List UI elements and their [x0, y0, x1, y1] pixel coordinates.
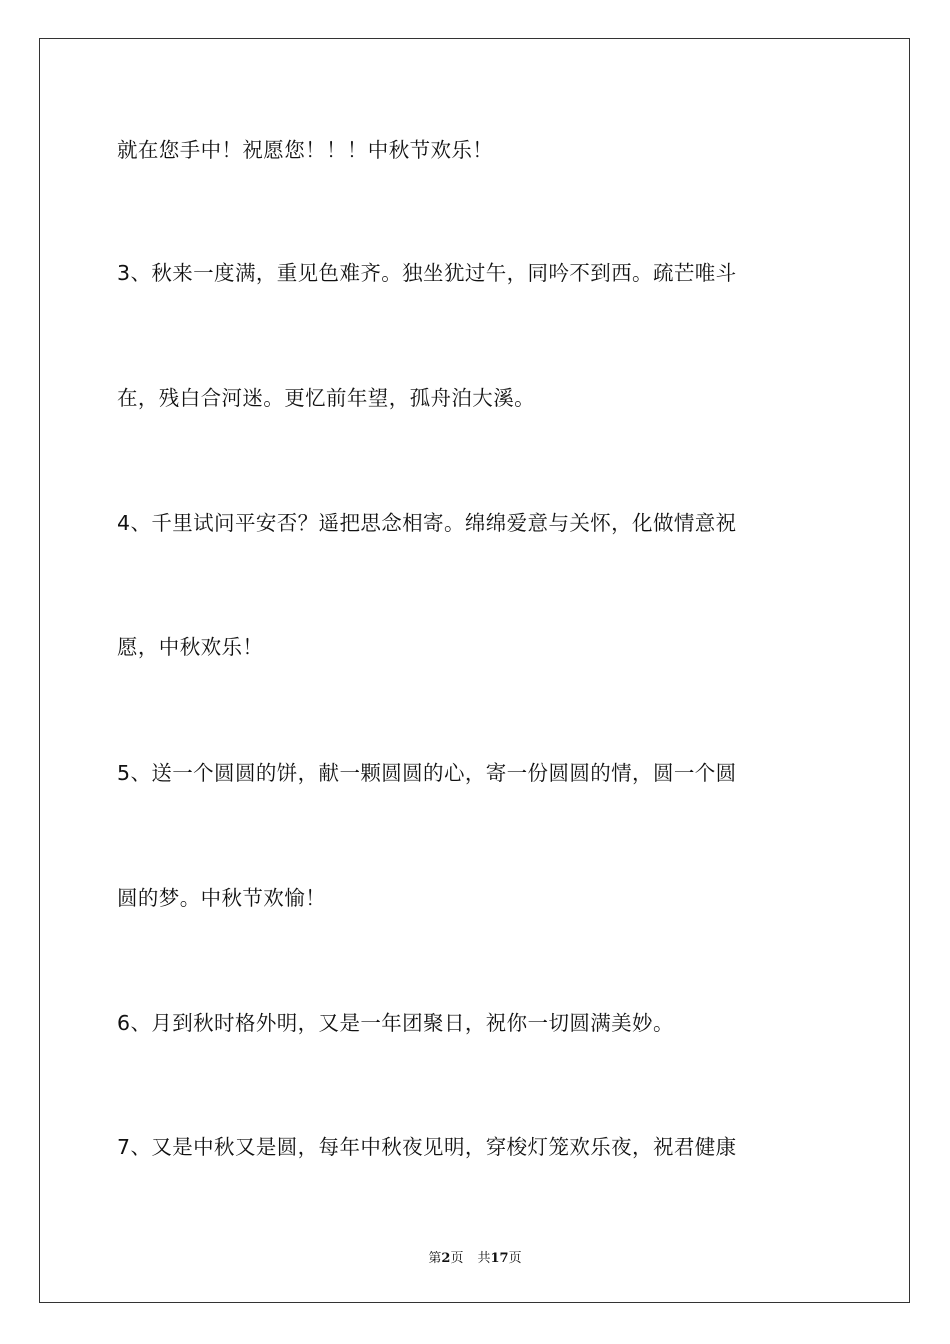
- total-pages: 17: [490, 1251, 509, 1266]
- text-line-2: 3、秋来一度满，重见色难齐。独坐犹过午，同吟不到西。疏芒唯斗: [117, 261, 737, 285]
- text-line-1: 就在您手中！祝愿您！！！中秋节欢乐！: [117, 138, 494, 162]
- text-line-4: 4、千里试问平安否？遥把思念相寄。绵绵爱意与关怀，化做情意祝: [117, 511, 737, 535]
- text-line-7: 圆的梦。中秋节欢愉！: [117, 886, 326, 910]
- page-prefix: 第: [428, 1251, 442, 1266]
- text-line-3: 在，残白合河迷。更忆前年望，孤舟泊大溪。: [117, 386, 535, 410]
- page-border: [39, 38, 910, 1303]
- total-prefix: 共: [477, 1251, 491, 1266]
- total-suffix: 页: [508, 1251, 522, 1266]
- text-line-5: 愿，中秋欢乐！: [117, 635, 264, 659]
- page-suffix: 页: [450, 1251, 464, 1266]
- text-line-9: 7、又是中秋又是圆，每年中秋夜见明，穿梭灯笼欢乐夜，祝君健康: [117, 1135, 737, 1159]
- page-footer: [0, 1247, 950, 1266]
- text-line-8: 6、月到秋时格外明，又是一年团聚日，祝你一切圆满美妙。: [117, 1011, 674, 1035]
- page-number: 2: [441, 1251, 451, 1266]
- text-line-6: 5、送一个圆圆的饼，献一颗圆圆的心，寄一份圆圆的情，圆一个圆: [117, 761, 737, 785]
